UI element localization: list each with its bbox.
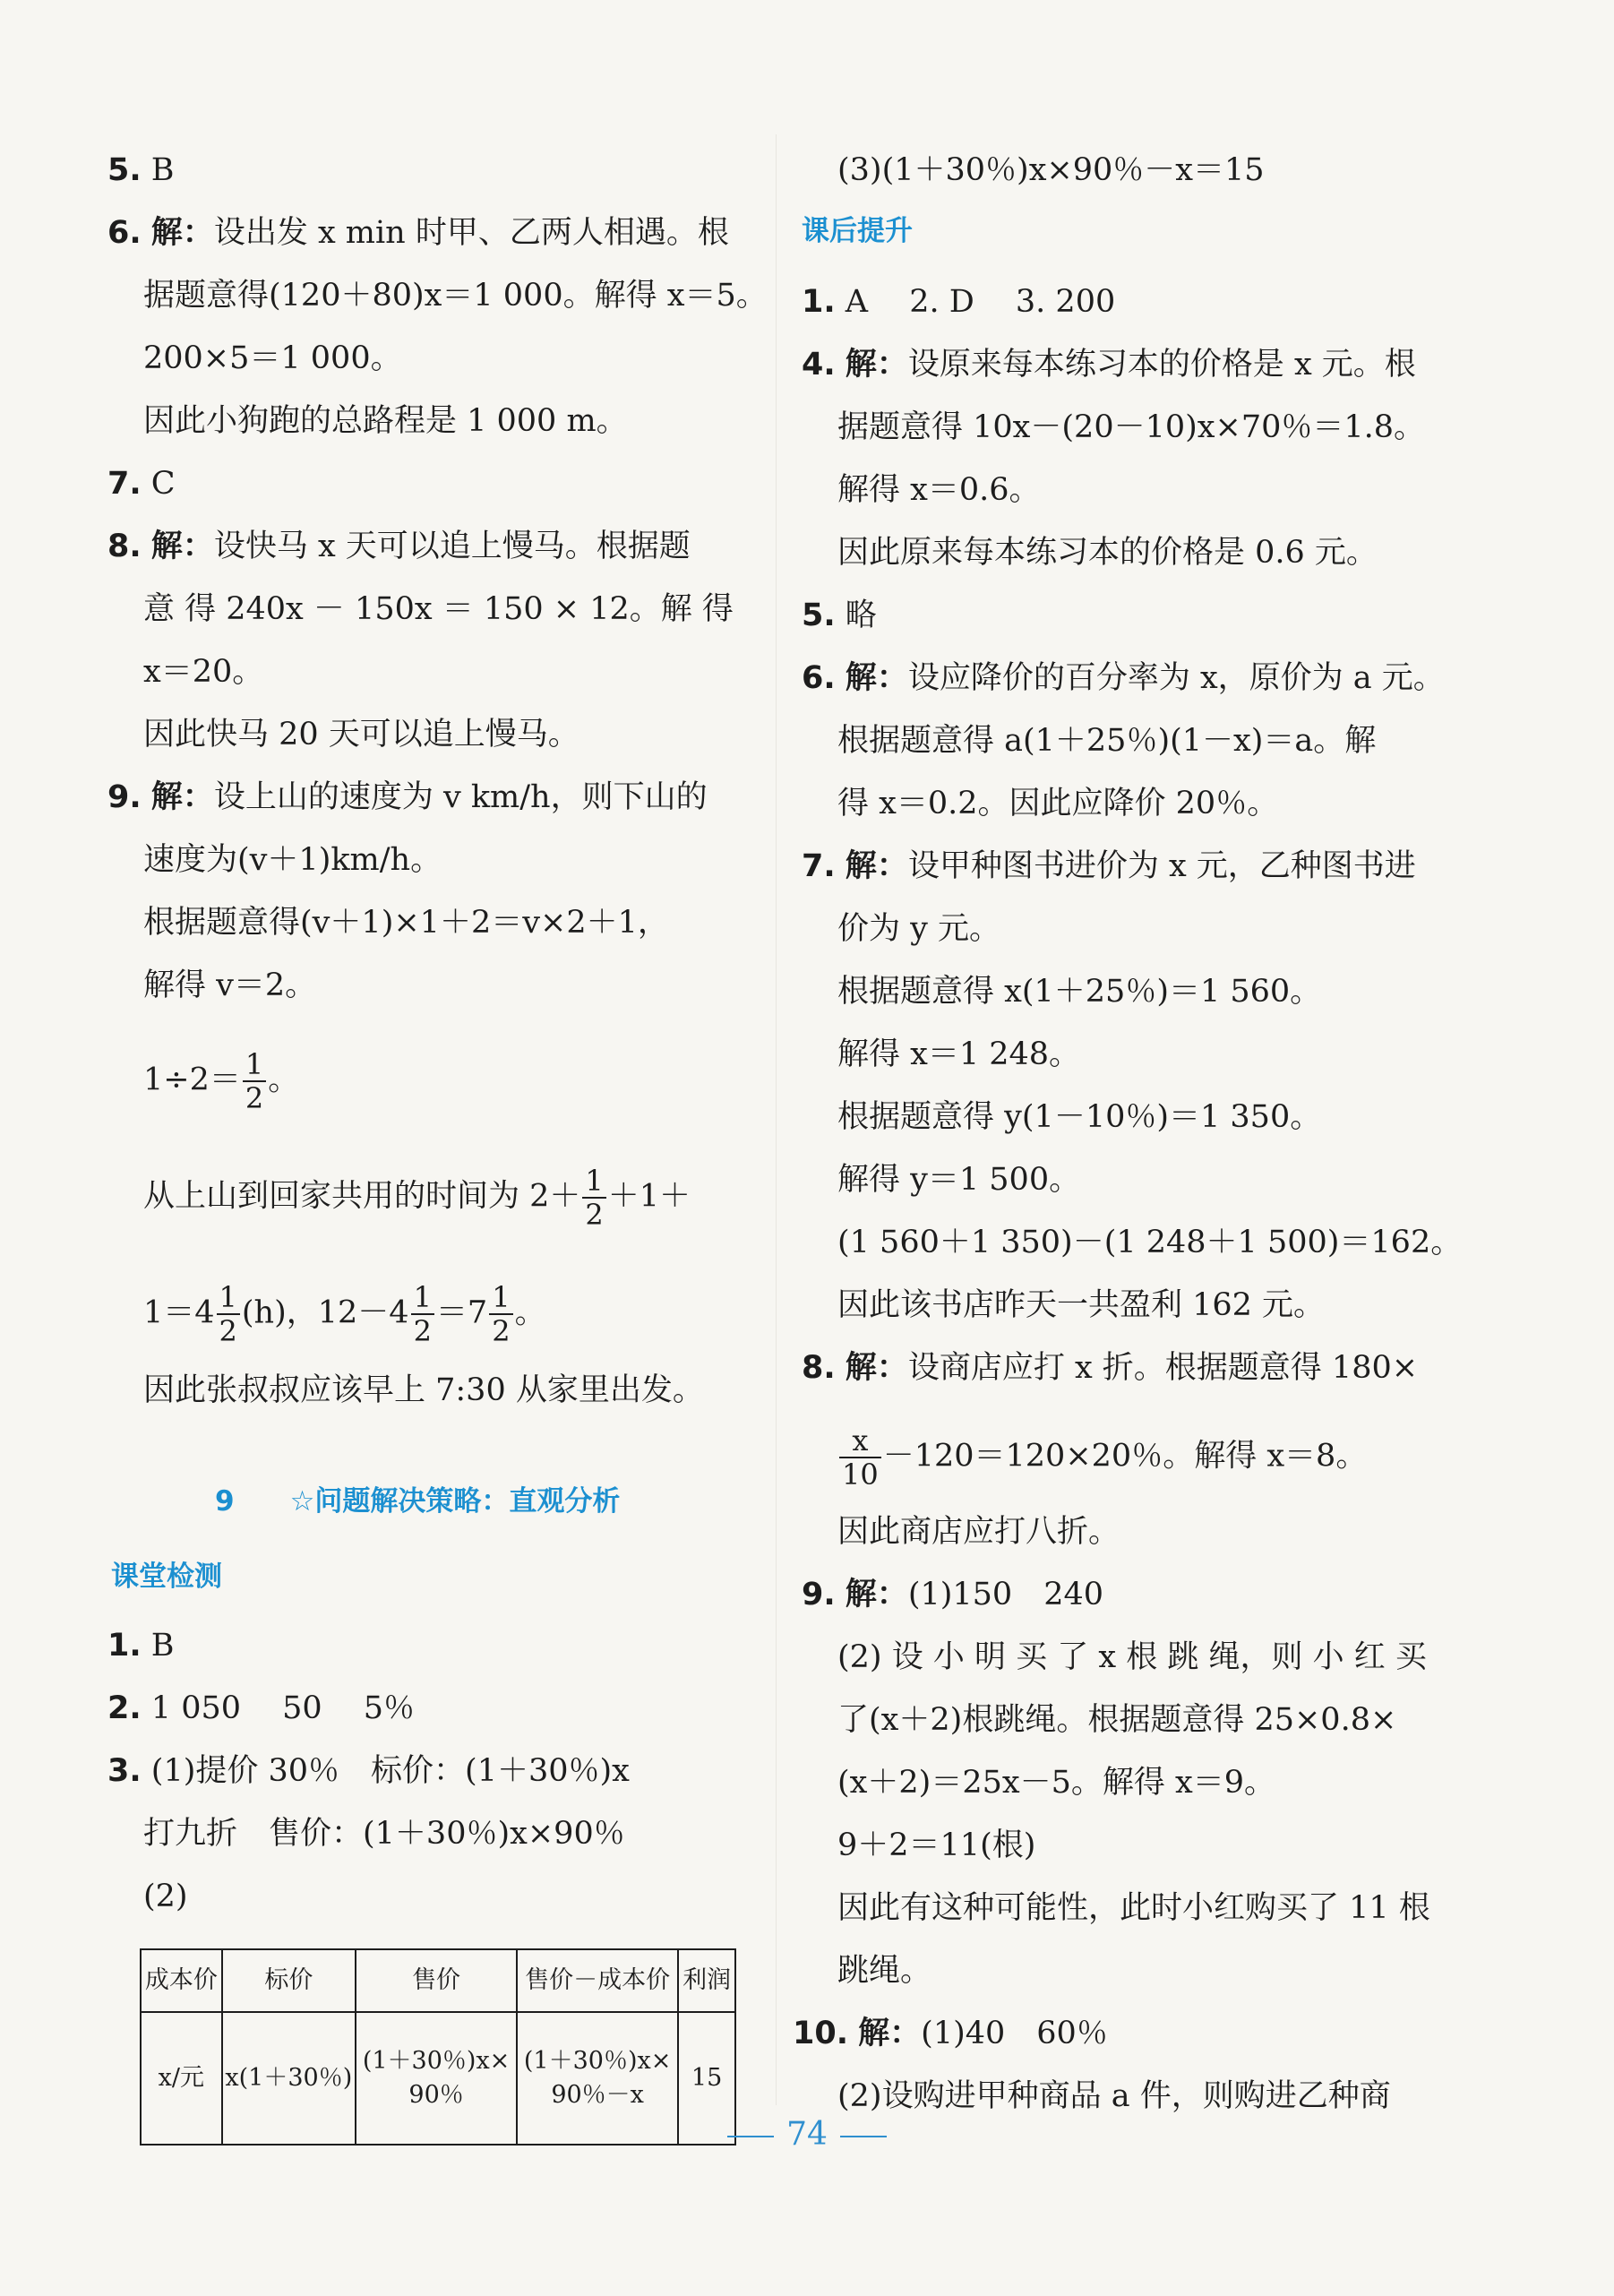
answer-6: 6. 解：设出发 x min 时甲、乙两人相遇。根 (107, 214, 729, 251)
text-line: 解得 v＝2。 (143, 967, 317, 1003)
answer-2: 2. 1 050 50 5％ (107, 1690, 416, 1726)
table-header: 售价－成本价 (517, 1949, 678, 2012)
text-line: 因此该书店昨天一共盈利 162 元。 (837, 1287, 1326, 1323)
fraction-line: 1＝4 $\frac{1}{2}$ (h)，12－4 $\frac{1}{2}$ ＝7 $\frac{1}{2}$ 。 (143, 1280, 546, 1348)
text-line: 根据题意得 y(1－10％)＝1 350。 (837, 1099, 1322, 1135)
text-line: 因此商店应打八折。 (837, 1514, 1120, 1550)
text-line: 价为 y 元。 (837, 911, 1001, 947)
text-line: 打九折 售价：(1＋30％)x×90％ (143, 1816, 625, 1852)
fraction: $\frac{x}{10}$ (839, 1424, 881, 1491)
answer-5: 5. 略 (802, 598, 877, 633)
answer-4: 4. 解：设原来每本练习本的价格是 x 元。根 (802, 346, 1416, 383)
answer-5: 5. B (107, 152, 175, 188)
answer-1: 1. B (107, 1628, 175, 1664)
text-line: 跳绳。 (837, 1953, 932, 1989)
fraction: $\frac{1}{2}$ (243, 1048, 266, 1114)
table-header: 售价 (356, 1949, 517, 2012)
table-cell: (1＋30％)x× 90％－x (517, 2012, 678, 2145)
text-line: 速度为(v＋1)km/h。 (143, 842, 442, 878)
table-cell: x/元 (141, 2012, 222, 2145)
text-line: (1 560＋1 350)－(1 248＋1 500)＝162。 (837, 1225, 1463, 1260)
text-line: (2) (143, 1879, 188, 1914)
answer-6: 6. 解：设应降价的百分率为 x，原价为 a 元。 (802, 659, 1445, 696)
answer-7: 7. 解：设甲种图书进价为 x 元，乙种图书进 (802, 847, 1416, 884)
text-line: 因此小狗跑的总路程是 1 000 m。 (143, 403, 628, 439)
answers-1-3: 1. A 2. D 3. 200 (802, 284, 1116, 320)
fraction-line: $\frac{x}{10}$ －120＝120×20％。解得 x＝8。 (802, 1424, 1367, 1491)
fraction: $\frac{1}{2}$ (217, 1281, 240, 1347)
fraction-line: 1÷2＝ $\frac{1}{2}$ 。 (143, 1047, 300, 1115)
table-header: 成本价 (141, 1949, 222, 2012)
table-header: 利润 (678, 1949, 735, 2012)
text-line: 据题意得(120＋80)x＝1 000。解得 x＝5。 (143, 278, 768, 314)
text-line: 据题意得 10x－(20－10)x×70％＝1.8。 (837, 409, 1426, 445)
text-line: 解得 x＝1 248。 (837, 1036, 1081, 1072)
table-header: 标价 (222, 1949, 356, 2012)
answer-9: 9. 解：设上山的速度为 v km/h，则下山的 (107, 778, 708, 815)
text-line: 因此快马 20 天可以追上慢马。 (143, 717, 579, 752)
answer-7: 7. C (107, 466, 176, 502)
footer-dash (840, 2136, 887, 2137)
answer-9: 9. 解：(1)150 240 (802, 1576, 1103, 1612)
table-cell: 15 (678, 2012, 735, 2145)
column-divider (776, 134, 777, 2105)
table-header-row (141, 1949, 735, 2012)
sub-heading-class-check: 课堂检测 (111, 1561, 222, 1593)
fraction: $\frac{1}{2}$ (411, 1281, 434, 1347)
text-line: (3)(1＋30％)x×90％－x＝15 (837, 152, 1265, 188)
text-line: 因此有这种可能性，此时小红购买了 11 根 (837, 1890, 1430, 1926)
text-line: x＝20。 (143, 654, 264, 690)
text-line: 根据题意得(v＋1)×1＋2＝v×2＋1， (143, 905, 669, 941)
text-line: 根据题意得 a(1＋25％)(1－x)＝a。解 (837, 723, 1377, 759)
answer-10: 10. 解：(1)40 60％ (793, 2015, 1108, 2051)
answer-8: 8. 解：设快马 x 天可以追上慢马。根据题 (107, 528, 691, 564)
section-heading: 9 ☆问题解决策略：直观分析 (215, 1485, 621, 1518)
answer-8: 8. 解：设商店应打 x 折。根据题意得 180× (802, 1349, 1419, 1386)
answer-3: 3. (1)提价 30％ 标价：(1＋30％)x (107, 1753, 630, 1789)
table-cell: (1＋30％)x× 90％ (356, 2012, 517, 2145)
page-footer (0, 2115, 1614, 2154)
text-line: 根据题意得 x(1＋25％)＝1 560。 (837, 974, 1322, 1010)
text-line: 因此原来每本练习本的价格是 0.6 元。 (837, 535, 1378, 571)
text-line: 200×5＝1 000。 (143, 340, 402, 376)
text-line: 意 得 240x － 150x ＝ 150 × 12。解 得 (143, 591, 734, 627)
table-cell: x(1＋30％) (222, 2012, 356, 2145)
fraction: $\frac{1}{2}$ (489, 1281, 512, 1347)
text-line: 解得 y＝1 500。 (837, 1162, 1081, 1198)
text-line: (2) 设 小 明 买 了 x 根 跳 绳，则 小 红 买 (837, 1639, 1427, 1675)
text-line: 因此张叔叔应该早上 7:30 从家里出发。 (143, 1372, 704, 1408)
page-number: 74 (786, 2116, 828, 2153)
sub-heading-after-class: 课后提升 (802, 215, 913, 247)
text-line: 得 x＝0.2。因此应降价 20％。 (837, 786, 1279, 821)
fraction-line: 从上山到回家共用的时间为 2＋ $\frac{1}{2}$ ＋1＋ (143, 1164, 691, 1232)
text-line: (2)设购进甲种商品 a 件，则购进乙种商 (837, 2078, 1391, 2114)
fraction: $\frac{1}{2}$ (582, 1165, 605, 1231)
text-line: 了(x＋2)根跳绳。根据题意得 25×0.8× (837, 1702, 1397, 1738)
text-line: 解得 x＝0.6。 (837, 472, 1041, 508)
footer-dash (727, 2136, 774, 2137)
text-line: (x＋2)＝25x－5。解得 x＝9。 (837, 1765, 1275, 1801)
text-line: 9＋2＝11(根) (837, 1827, 1036, 1863)
